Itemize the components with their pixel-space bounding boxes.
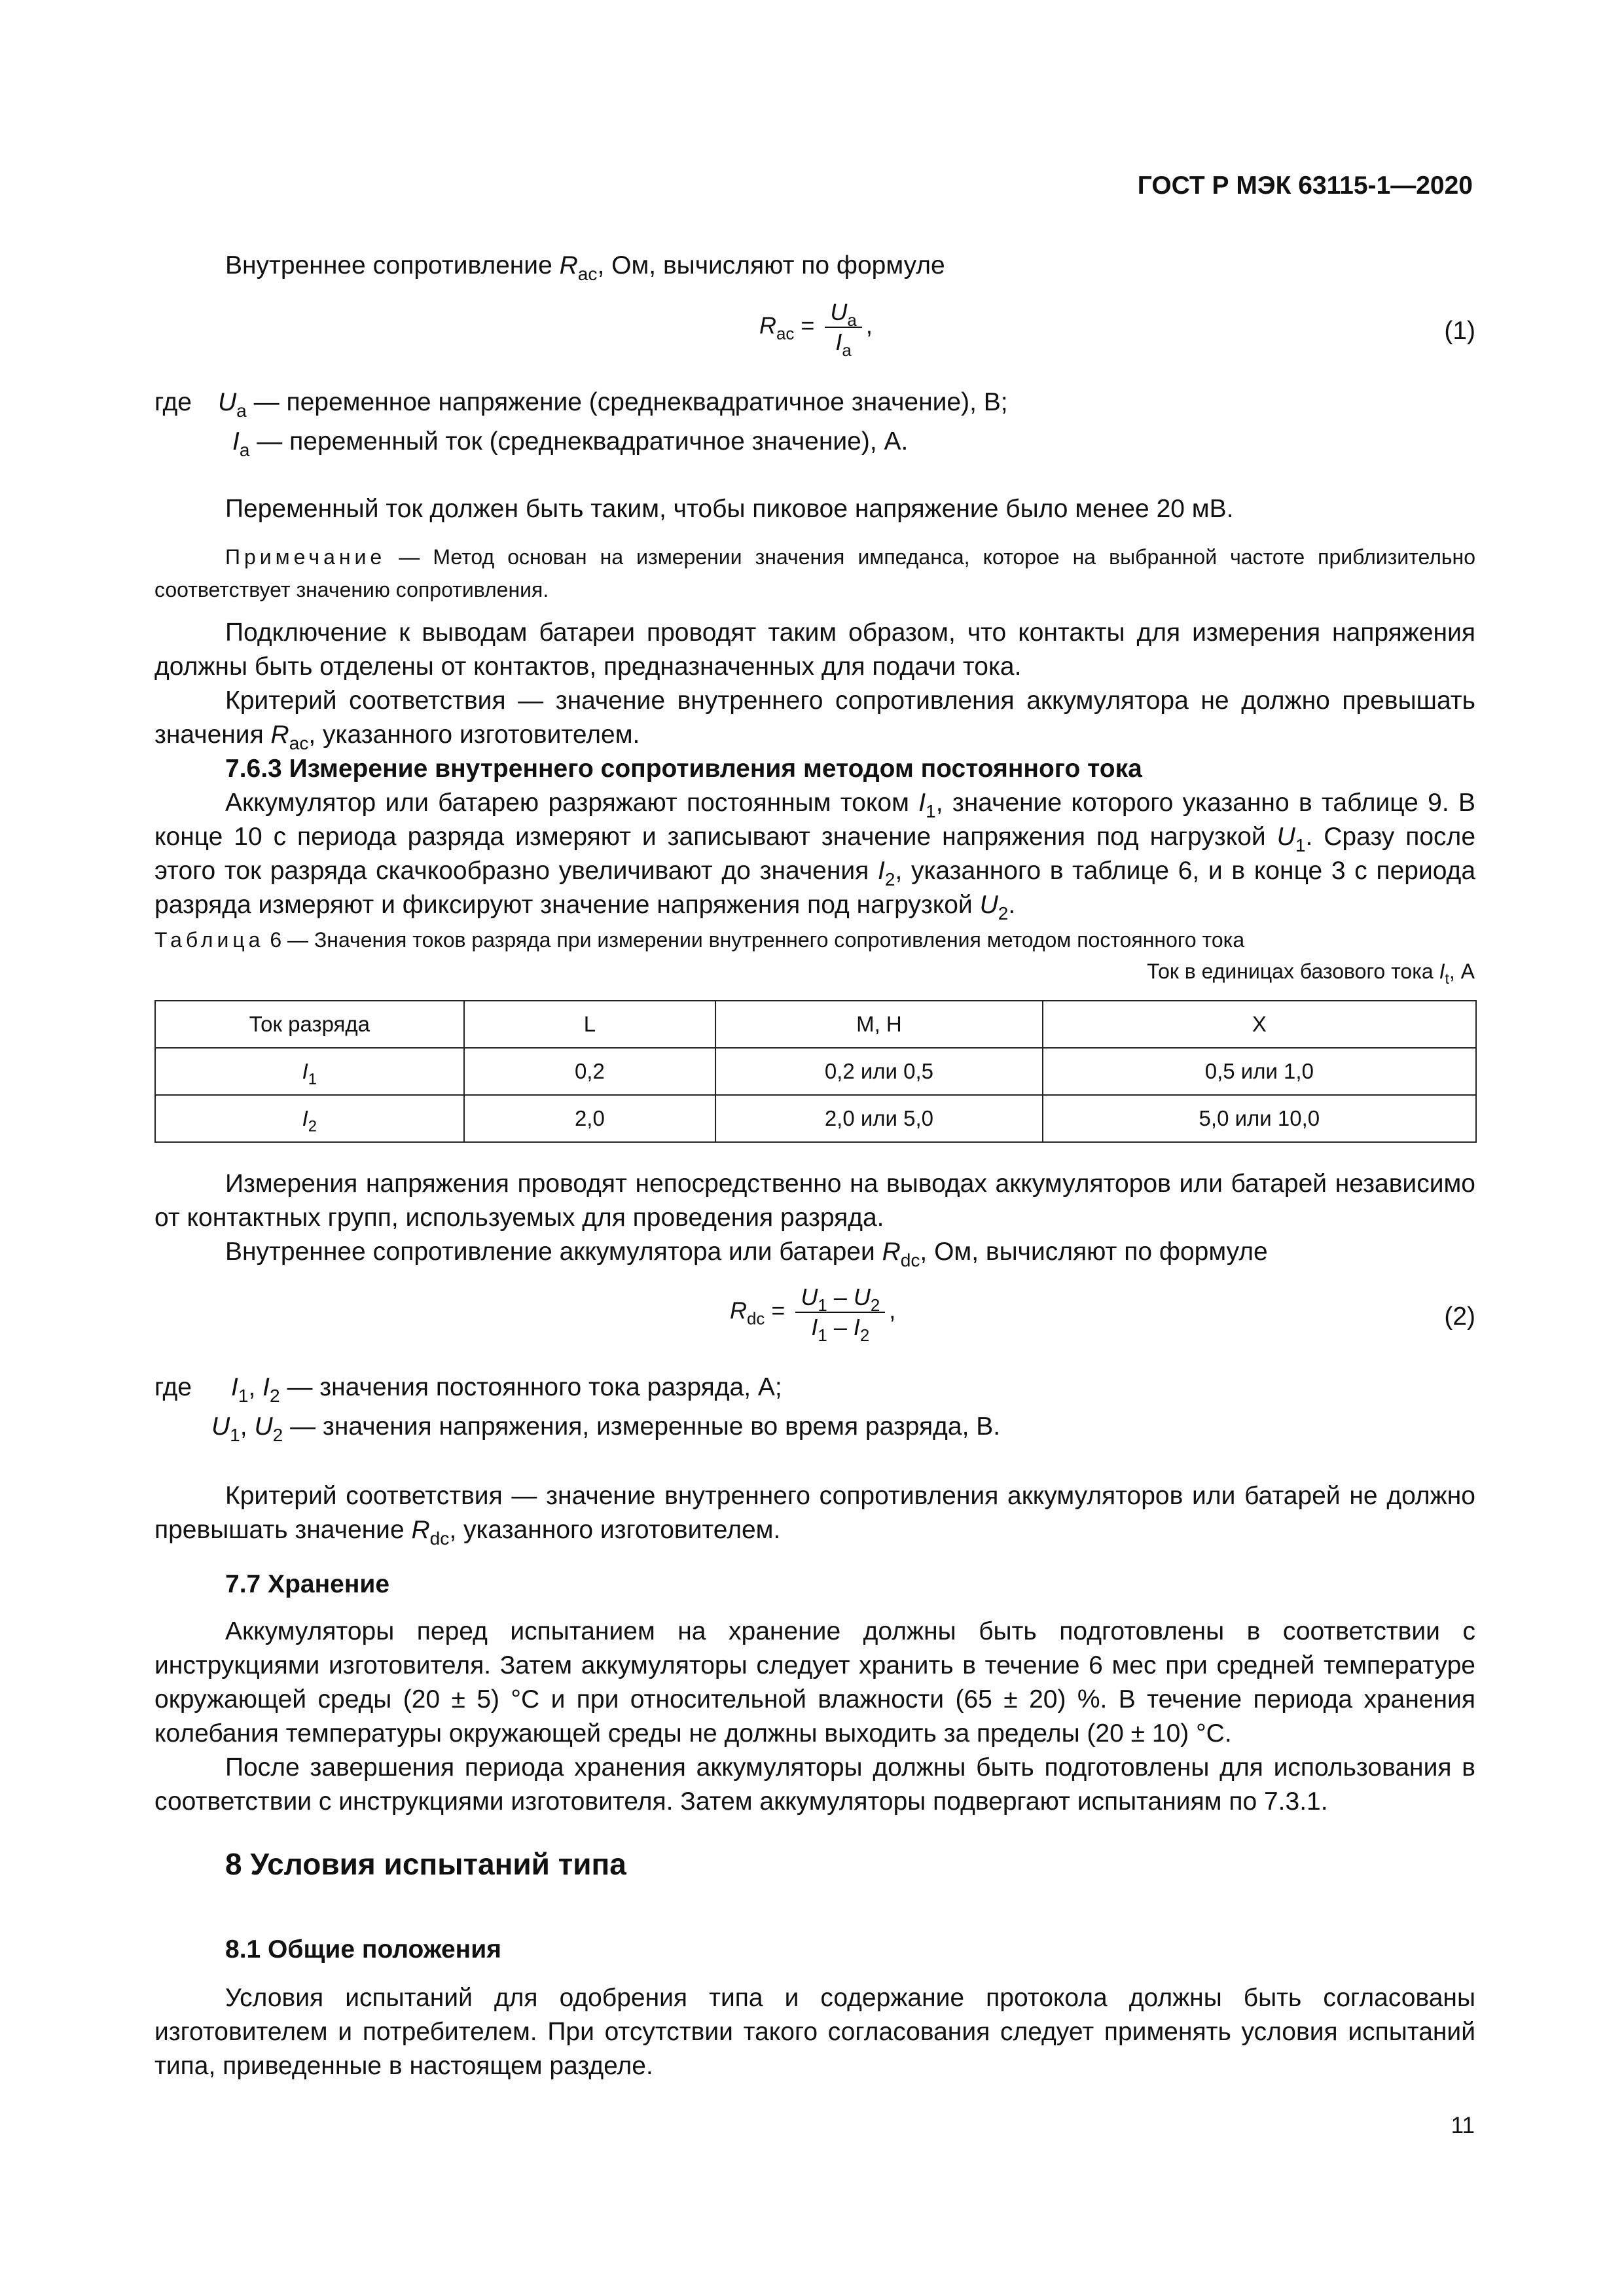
equation-number-2: (2)	[1444, 1302, 1475, 1331]
section-heading-8: 8 Условия испытаний типа	[225, 1847, 626, 1881]
paragraph-criterion-dc: Критерий соответствия — значение внутреннего сопротивления аккумуляторов или батарей не должно превышать значение $R_{dc}$, указанного изготовителем.	[154, 1482, 1475, 1549]
table-row	[155, 1095, 1476, 1142]
fraction: $\frac{U_a}{I_a}$	[825, 298, 861, 357]
paragraph-connection: Подключение к выводам батареи проводят таким образом, что контакты для измерения напряжения должны быть отделены от контактов, предназначенных для подачи тока.	[154, 619, 1475, 681]
paragraph-storage-1: Аккумуляторы перед испытанием на хранение должны быть подготовлены в соответствии с инструкциями изготовителя. Затем аккумуляторы следует хранить в течение 6 мес при средней температуре окружающей среды (20 ± 5) °С и при относительной влажности (65 ± 20) %. В течение периода хранения колебания температуры окружающей среды не должны выходить за пределы (20 ± 10) °С.	[154, 1617, 1475, 1748]
table-caption: Таблица 6 — Значения токов разряда при измерении внутреннего сопротивления методом постоянного тока	[154, 928, 1245, 952]
where-row-currents: $I_1$, $I_2$ — значения постоянного тока разряда, А;	[231, 1373, 782, 1406]
where-label-2: где	[154, 1373, 192, 1401]
table-header-cell: Ток разряда	[155, 1001, 464, 1048]
where-row-ua: $U_a$ — переменное напряжение (среднеквадратичное значение), В;	[218, 388, 1008, 421]
table-cell: 2,0	[464, 1095, 716, 1142]
section-heading-7-6-3: 7.6.3 Измерение внутреннего сопротивления методом постоянного тока	[225, 755, 1142, 783]
table-header-row	[155, 1001, 1476, 1048]
table-cell: $I_1$	[155, 1048, 464, 1095]
table-cell: 0,5 или 1,0	[1043, 1048, 1476, 1095]
table-header-cell: X	[1043, 1001, 1476, 1048]
table-cell: $I_2$	[155, 1095, 464, 1142]
note: Примечание — Метод основан на измерении значения импеданса, которое на выбранной частоте приблизительно соответствует значению сопротивления.	[154, 545, 1475, 601]
section-heading-8-1: 8.1 Общие положения	[225, 1935, 501, 1964]
paragraph-criterion-ac: Критерий соответствия — значение внутреннего сопротивления аккумулятора не должно превышать значения $R_{ac}$, указанного изготовителем.	[154, 687, 1475, 753]
table-cell: 2,0 или 5,0	[715, 1095, 1042, 1142]
table-cell: 0,2	[464, 1048, 716, 1095]
fraction: $\frac{U_1 - U_2}{I_1 - I_2}$	[795, 1283, 885, 1342]
table-cell: 5,0 или 10,0	[1043, 1095, 1476, 1142]
paragraph-rdc-intro: Внутреннее сопротивление аккумулятора или батареи $R_{dc}$, Ом, вычисляют по формуле	[225, 1238, 1268, 1270]
paragraph-voltage-measure: Измерения напряжения проводят непосредственно на выводах аккумуляторов или батарей независимо от контактных групп, используемых для проведения разряда.	[154, 1170, 1475, 1232]
paragraph-general: Условия испытаний для одобрения типа и содержание протокола должны быть согласованы изготовителем и потребителем. При отсутствии такого согласования следует применять условия испытаний типа, приведенные в настоящем разделе.	[154, 1984, 1475, 2080]
document-header: ГОСТ Р МЭК 63115-1—2020	[1137, 171, 1473, 200]
table-header-cell: M, H	[715, 1001, 1042, 1048]
equation-number-1: (1)	[1444, 317, 1475, 345]
table-cell: 0,2 или 0,5	[715, 1048, 1042, 1095]
paragraph-rac-intro: Внутреннее сопротивление $R_{ac}$, Ом, вычисляют по формуле	[225, 251, 945, 284]
paragraph-ac-current: Переменный ток должен быть таким, чтобы пиковое напряжение было менее 20 мВ.	[225, 495, 1234, 523]
formula-1: $R_{ac}$ = $\frac{U_a}{I_a}$ ,	[759, 298, 873, 361]
paragraph-storage-2: После завершения периода хранения аккумуляторы должны быть подготовлены для использования в соответствии с инструкциями изготовителя. Затем аккумуляторы подвергают испытаниям по 7.3.1.	[154, 1753, 1475, 1816]
table-6	[154, 1000, 1477, 1143]
table-header-cell: L	[464, 1001, 716, 1048]
section-heading-7-7: 7.7 Хранение	[225, 1570, 390, 1598]
where-row-voltages: $U_1$, $U_2$ — значения напряжения, измеренные во время разряда, В.	[211, 1412, 1001, 1445]
table-units: Ток в единицах базового тока $I_t$, А	[1147, 960, 1475, 988]
formula-2: $R_{dc}$ = $\frac{U_1 - U_2}{I_1 - I_2}$ ,	[730, 1283, 896, 1346]
page-number: 11	[1451, 2113, 1475, 2138]
table-row	[155, 1048, 1476, 1095]
where-label-1: где	[154, 388, 192, 416]
where-row-ia: $I_a$ — переменный ток (среднеквадратичное значение), А.	[232, 427, 909, 460]
paragraph-dc-method: Аккумулятор или батарею разряжают постоянным током $I_1$, значение которого указанно в таблице 9. В конце 10 с периода разряда измеряют и записывают значение напряжения под нагрузкой $U_1$. Сразу после этого ток разряда скачкообразно увеличивают до значения $I_2$, указанного в таблице 6, и в конце 3 с периода разряда измеряют и фиксируют значение напряжения под нагрузкой $U_2$.	[154, 789, 1476, 924]
